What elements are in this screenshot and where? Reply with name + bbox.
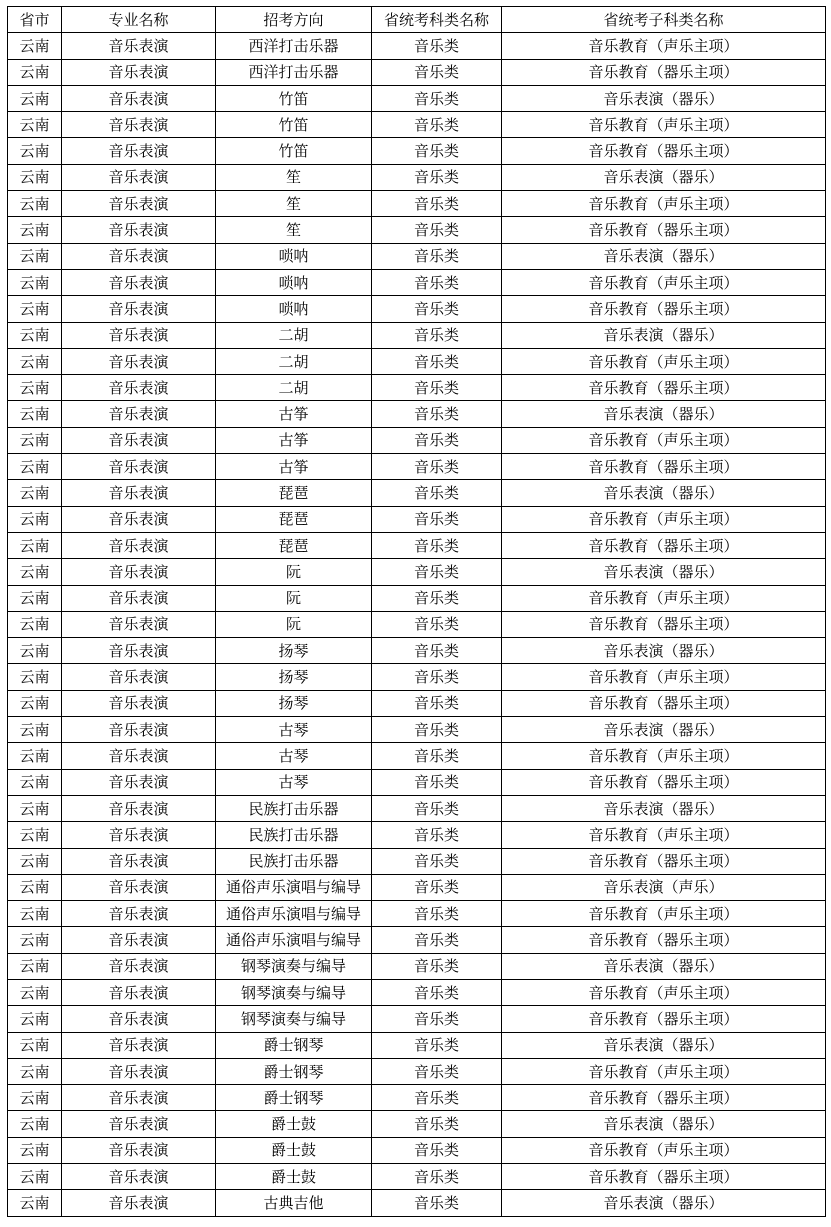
cell-major-name: 音乐表演	[62, 1085, 216, 1111]
table-row	[8, 822, 826, 848]
table-row	[8, 401, 826, 427]
cell-province: 云南	[8, 348, 62, 374]
cell-direction: 古琴	[216, 743, 372, 769]
header-direction: 招考方向	[216, 7, 372, 33]
table-row	[8, 1085, 826, 1111]
cell-exam-category: 音乐类	[372, 532, 502, 558]
cell-exam-subcategory: 音乐表演（器乐）	[502, 795, 826, 821]
table-body	[8, 33, 826, 1216]
cell-exam-subcategory: 音乐表演（器乐）	[502, 1190, 826, 1216]
table-row	[8, 532, 826, 558]
cell-exam-category: 音乐类	[372, 1137, 502, 1163]
cell-direction: 竹笛	[216, 112, 372, 138]
cell-major-name: 音乐表演	[62, 743, 216, 769]
cell-direction: 二胡	[216, 322, 372, 348]
cell-exam-category: 音乐类	[372, 1111, 502, 1137]
cell-major-name: 音乐表演	[62, 585, 216, 611]
table-row	[8, 848, 826, 874]
cell-major-name: 音乐表演	[62, 664, 216, 690]
cell-exam-category: 音乐类	[372, 85, 502, 111]
cell-exam-category: 音乐类	[372, 717, 502, 743]
table-row	[8, 269, 826, 295]
cell-province: 云南	[8, 585, 62, 611]
cell-exam-category: 音乐类	[372, 927, 502, 953]
table-row	[8, 795, 826, 821]
table-row	[8, 112, 826, 138]
cell-direction: 阮	[216, 585, 372, 611]
table-row	[8, 243, 826, 269]
cell-major-name: 音乐表演	[62, 480, 216, 506]
cell-exam-subcategory: 音乐教育（声乐主项）	[502, 427, 826, 453]
cell-province: 云南	[8, 33, 62, 59]
cell-exam-category: 音乐类	[372, 874, 502, 900]
cell-exam-category: 音乐类	[372, 795, 502, 821]
cell-exam-category: 音乐类	[372, 1190, 502, 1216]
cell-direction: 爵士鼓	[216, 1111, 372, 1137]
table-row	[8, 585, 826, 611]
cell-direction: 古筝	[216, 454, 372, 480]
cell-major-name: 音乐表演	[62, 822, 216, 848]
table-row	[8, 454, 826, 480]
cell-exam-subcategory: 音乐表演（器乐）	[502, 1032, 826, 1058]
cell-exam-subcategory: 音乐教育（器乐主项）	[502, 454, 826, 480]
cell-exam-subcategory: 音乐表演（器乐）	[502, 953, 826, 979]
cell-province: 云南	[8, 243, 62, 269]
table-row	[8, 769, 826, 795]
cell-exam-subcategory: 音乐教育（器乐主项）	[502, 296, 826, 322]
cell-exam-category: 音乐类	[372, 769, 502, 795]
cell-major-name: 音乐表演	[62, 33, 216, 59]
cell-province: 云南	[8, 480, 62, 506]
cell-exam-category: 音乐类	[372, 454, 502, 480]
cell-exam-category: 音乐类	[372, 1058, 502, 1084]
cell-exam-subcategory: 音乐教育（器乐主项）	[502, 1164, 826, 1190]
cell-direction: 爵士鼓	[216, 1137, 372, 1163]
cell-province: 云南	[8, 375, 62, 401]
admission-table	[7, 6, 826, 1217]
cell-exam-subcategory: 音乐教育（声乐主项）	[502, 743, 826, 769]
table-row	[8, 348, 826, 374]
cell-direction: 琵琶	[216, 480, 372, 506]
cell-direction: 古琴	[216, 769, 372, 795]
cell-province: 云南	[8, 322, 62, 348]
cell-exam-subcategory: 音乐教育（声乐主项）	[502, 979, 826, 1005]
cell-direction: 爵士钢琴	[216, 1058, 372, 1084]
table-row	[8, 33, 826, 59]
cell-province: 云南	[8, 927, 62, 953]
cell-major-name: 音乐表演	[62, 506, 216, 532]
cell-province: 云南	[8, 427, 62, 453]
cell-direction: 民族打击乐器	[216, 795, 372, 821]
cell-exam-subcategory: 音乐表演（器乐）	[502, 401, 826, 427]
cell-direction: 通俗声乐演唱与编导	[216, 927, 372, 953]
cell-province: 云南	[8, 454, 62, 480]
cell-major-name: 音乐表演	[62, 1137, 216, 1163]
table-row	[8, 59, 826, 85]
cell-major-name: 音乐表演	[62, 243, 216, 269]
cell-exam-category: 音乐类	[372, 848, 502, 874]
cell-exam-category: 音乐类	[372, 138, 502, 164]
cell-direction: 琵琶	[216, 532, 372, 558]
cell-exam-subcategory: 音乐表演（器乐）	[502, 1111, 826, 1137]
table-row	[8, 1164, 826, 1190]
cell-direction: 琵琶	[216, 506, 372, 532]
cell-exam-subcategory: 音乐教育（器乐主项）	[502, 848, 826, 874]
cell-direction: 古筝	[216, 401, 372, 427]
cell-direction: 民族打击乐器	[216, 822, 372, 848]
header-exam-category: 省统考科类名称	[372, 7, 502, 33]
cell-direction: 通俗声乐演唱与编导	[216, 901, 372, 927]
cell-province: 云南	[8, 296, 62, 322]
cell-exam-subcategory: 音乐教育（器乐主项）	[502, 217, 826, 243]
cell-major-name: 音乐表演	[62, 348, 216, 374]
cell-exam-category: 音乐类	[372, 480, 502, 506]
cell-exam-category: 音乐类	[372, 217, 502, 243]
cell-direction: 西洋打击乐器	[216, 59, 372, 85]
cell-exam-subcategory: 音乐表演（器乐）	[502, 638, 826, 664]
cell-major-name: 音乐表演	[62, 454, 216, 480]
cell-exam-category: 音乐类	[372, 1006, 502, 1032]
cell-exam-category: 音乐类	[372, 585, 502, 611]
table-row	[8, 1058, 826, 1084]
cell-province: 云南	[8, 269, 62, 295]
cell-exam-category: 音乐类	[372, 164, 502, 190]
cell-province: 云南	[8, 138, 62, 164]
cell-province: 云南	[8, 1085, 62, 1111]
table-row	[8, 1032, 826, 1058]
cell-exam-category: 音乐类	[372, 664, 502, 690]
cell-province: 云南	[8, 164, 62, 190]
cell-province: 云南	[8, 85, 62, 111]
table-row	[8, 979, 826, 1005]
cell-major-name: 音乐表演	[62, 1190, 216, 1216]
cell-major-name: 音乐表演	[62, 191, 216, 217]
cell-major-name: 音乐表演	[62, 874, 216, 900]
table-row	[8, 164, 826, 190]
cell-direction: 古典吉他	[216, 1190, 372, 1216]
cell-exam-subcategory: 音乐表演（器乐）	[502, 243, 826, 269]
cell-exam-subcategory: 音乐教育（器乐主项）	[502, 532, 826, 558]
cell-exam-subcategory: 音乐教育（器乐主项）	[502, 769, 826, 795]
table-row	[8, 901, 826, 927]
cell-exam-subcategory: 音乐表演（声乐）	[502, 874, 826, 900]
cell-exam-category: 音乐类	[372, 506, 502, 532]
cell-major-name: 音乐表演	[62, 717, 216, 743]
cell-major-name: 音乐表演	[62, 1006, 216, 1032]
cell-exam-category: 音乐类	[372, 638, 502, 664]
cell-major-name: 音乐表演	[62, 559, 216, 585]
cell-major-name: 音乐表演	[62, 217, 216, 243]
cell-exam-category: 音乐类	[372, 59, 502, 85]
cell-major-name: 音乐表演	[62, 901, 216, 927]
table-row	[8, 743, 826, 769]
cell-exam-category: 音乐类	[372, 1032, 502, 1058]
cell-exam-category: 音乐类	[372, 822, 502, 848]
cell-direction: 笙	[216, 164, 372, 190]
cell-direction: 竹笛	[216, 138, 372, 164]
cell-major-name: 音乐表演	[62, 296, 216, 322]
cell-province: 云南	[8, 1164, 62, 1190]
cell-exam-subcategory: 音乐表演（器乐）	[502, 85, 826, 111]
cell-major-name: 音乐表演	[62, 85, 216, 111]
header-province: 省市	[8, 7, 62, 33]
cell-exam-category: 音乐类	[372, 348, 502, 374]
cell-province: 云南	[8, 874, 62, 900]
cell-direction: 钢琴演奏与编导	[216, 979, 372, 1005]
cell-direction: 爵士鼓	[216, 1164, 372, 1190]
cell-exam-subcategory: 音乐教育（声乐主项）	[502, 1137, 826, 1163]
cell-province: 云南	[8, 506, 62, 532]
cell-direction: 古筝	[216, 427, 372, 453]
cell-direction: 二胡	[216, 348, 372, 374]
cell-major-name: 音乐表演	[62, 427, 216, 453]
cell-exam-subcategory: 音乐教育（器乐主项）	[502, 375, 826, 401]
cell-direction: 钢琴演奏与编导	[216, 953, 372, 979]
table-row	[8, 191, 826, 217]
cell-province: 云南	[8, 848, 62, 874]
cell-exam-subcategory: 音乐教育（器乐主项）	[502, 927, 826, 953]
cell-major-name: 音乐表演	[62, 638, 216, 664]
cell-exam-subcategory: 音乐表演（器乐）	[502, 480, 826, 506]
table-row	[8, 717, 826, 743]
table-row	[8, 217, 826, 243]
cell-major-name: 音乐表演	[62, 848, 216, 874]
cell-direction: 笙	[216, 191, 372, 217]
cell-exam-subcategory: 音乐表演（器乐）	[502, 322, 826, 348]
cell-direction: 西洋打击乐器	[216, 33, 372, 59]
cell-exam-subcategory: 音乐教育（声乐主项）	[502, 822, 826, 848]
table-row	[8, 611, 826, 637]
cell-major-name: 音乐表演	[62, 375, 216, 401]
cell-province: 云南	[8, 59, 62, 85]
table-row	[8, 375, 826, 401]
cell-province: 云南	[8, 1032, 62, 1058]
cell-province: 云南	[8, 664, 62, 690]
cell-exam-subcategory: 音乐教育（声乐主项）	[502, 664, 826, 690]
table-row	[8, 1190, 826, 1216]
cell-direction: 竹笛	[216, 85, 372, 111]
cell-direction: 笙	[216, 217, 372, 243]
cell-major-name: 音乐表演	[62, 532, 216, 558]
cell-exam-category: 音乐类	[372, 979, 502, 1005]
cell-major-name: 音乐表演	[62, 1164, 216, 1190]
cell-direction: 钢琴演奏与编导	[216, 1006, 372, 1032]
cell-exam-category: 音乐类	[372, 953, 502, 979]
cell-direction: 阮	[216, 611, 372, 637]
cell-exam-category: 音乐类	[372, 901, 502, 927]
table-row	[8, 85, 826, 111]
cell-exam-subcategory: 音乐教育（器乐主项）	[502, 690, 826, 716]
cell-exam-category: 音乐类	[372, 269, 502, 295]
cell-exam-category: 音乐类	[372, 559, 502, 585]
cell-exam-subcategory: 音乐教育（器乐主项）	[502, 1085, 826, 1111]
cell-province: 云南	[8, 717, 62, 743]
cell-exam-subcategory: 音乐教育（声乐主项）	[502, 112, 826, 138]
cell-exam-category: 音乐类	[372, 1085, 502, 1111]
cell-major-name: 音乐表演	[62, 611, 216, 637]
cell-province: 云南	[8, 611, 62, 637]
cell-exam-subcategory: 音乐教育（器乐主项）	[502, 138, 826, 164]
cell-exam-subcategory: 音乐教育（声乐主项）	[502, 348, 826, 374]
cell-major-name: 音乐表演	[62, 59, 216, 85]
header-row	[8, 7, 826, 33]
cell-major-name: 音乐表演	[62, 112, 216, 138]
cell-exam-subcategory: 音乐教育（器乐主项）	[502, 1006, 826, 1032]
cell-exam-subcategory: 音乐教育（器乐主项）	[502, 611, 826, 637]
cell-province: 云南	[8, 401, 62, 427]
cell-major-name: 音乐表演	[62, 927, 216, 953]
cell-major-name: 音乐表演	[62, 138, 216, 164]
cell-exam-subcategory: 音乐教育（声乐主项）	[502, 585, 826, 611]
cell-province: 云南	[8, 1058, 62, 1084]
cell-direction: 扬琴	[216, 690, 372, 716]
cell-direction: 爵士钢琴	[216, 1085, 372, 1111]
table-row	[8, 138, 826, 164]
table-row	[8, 1006, 826, 1032]
cell-province: 云南	[8, 1006, 62, 1032]
cell-province: 云南	[8, 1190, 62, 1216]
cell-direction: 二胡	[216, 375, 372, 401]
cell-province: 云南	[8, 191, 62, 217]
table-row	[8, 1111, 826, 1137]
cell-major-name: 音乐表演	[62, 953, 216, 979]
cell-major-name: 音乐表演	[62, 1032, 216, 1058]
cell-major-name: 音乐表演	[62, 322, 216, 348]
table-row	[8, 427, 826, 453]
cell-direction: 唢呐	[216, 243, 372, 269]
cell-province: 云南	[8, 769, 62, 795]
table-row	[8, 953, 826, 979]
cell-exam-category: 音乐类	[372, 375, 502, 401]
table-row	[8, 927, 826, 953]
cell-direction: 民族打击乐器	[216, 848, 372, 874]
cell-province: 云南	[8, 743, 62, 769]
cell-province: 云南	[8, 112, 62, 138]
cell-exam-category: 音乐类	[372, 1164, 502, 1190]
cell-direction: 通俗声乐演唱与编导	[216, 874, 372, 900]
cell-direction: 爵士钢琴	[216, 1032, 372, 1058]
cell-exam-category: 音乐类	[372, 611, 502, 637]
cell-exam-subcategory: 音乐教育（声乐主项）	[502, 191, 826, 217]
cell-exam-category: 音乐类	[372, 191, 502, 217]
cell-exam-subcategory: 音乐教育（声乐主项）	[502, 506, 826, 532]
cell-major-name: 音乐表演	[62, 1111, 216, 1137]
cell-direction: 阮	[216, 559, 372, 585]
cell-exam-category: 音乐类	[372, 112, 502, 138]
cell-exam-subcategory: 音乐教育（器乐主项）	[502, 59, 826, 85]
cell-exam-subcategory: 音乐教育（声乐主项）	[502, 33, 826, 59]
table-row	[8, 296, 826, 322]
cell-exam-category: 音乐类	[372, 743, 502, 769]
cell-major-name: 音乐表演	[62, 769, 216, 795]
cell-exam-category: 音乐类	[372, 401, 502, 427]
table-row	[8, 559, 826, 585]
cell-major-name: 音乐表演	[62, 795, 216, 821]
cell-exam-category: 音乐类	[372, 243, 502, 269]
cell-province: 云南	[8, 1111, 62, 1137]
cell-exam-subcategory: 音乐表演（器乐）	[502, 717, 826, 743]
cell-major-name: 音乐表演	[62, 164, 216, 190]
table-row	[8, 506, 826, 532]
cell-exam-category: 音乐类	[372, 322, 502, 348]
cell-major-name: 音乐表演	[62, 1058, 216, 1084]
cell-exam-subcategory: 音乐表演（器乐）	[502, 559, 826, 585]
cell-direction: 扬琴	[216, 664, 372, 690]
header-major-name: 专业名称	[62, 7, 216, 33]
cell-province: 云南	[8, 559, 62, 585]
cell-exam-category: 音乐类	[372, 296, 502, 322]
cell-province: 云南	[8, 822, 62, 848]
cell-province: 云南	[8, 532, 62, 558]
cell-major-name: 音乐表演	[62, 401, 216, 427]
table-row	[8, 690, 826, 716]
cell-exam-subcategory: 音乐教育（声乐主项）	[502, 901, 826, 927]
cell-direction: 唢呐	[216, 269, 372, 295]
cell-major-name: 音乐表演	[62, 979, 216, 1005]
cell-province: 云南	[8, 217, 62, 243]
cell-direction: 古琴	[216, 717, 372, 743]
cell-major-name: 音乐表演	[62, 269, 216, 295]
cell-exam-category: 音乐类	[372, 33, 502, 59]
cell-province: 云南	[8, 795, 62, 821]
cell-province: 云南	[8, 1137, 62, 1163]
cell-direction: 唢呐	[216, 296, 372, 322]
table-row	[8, 322, 826, 348]
cell-province: 云南	[8, 953, 62, 979]
cell-direction: 扬琴	[216, 638, 372, 664]
header-exam-subcategory: 省统考子科类名称	[502, 7, 826, 33]
table-row	[8, 638, 826, 664]
cell-province: 云南	[8, 690, 62, 716]
cell-exam-subcategory: 音乐表演（器乐）	[502, 164, 826, 190]
cell-province: 云南	[8, 638, 62, 664]
table-row	[8, 480, 826, 506]
cell-exam-category: 音乐类	[372, 427, 502, 453]
table-row	[8, 1137, 826, 1163]
cell-exam-category: 音乐类	[372, 690, 502, 716]
cell-exam-subcategory: 音乐教育（声乐主项）	[502, 1058, 826, 1084]
cell-exam-subcategory: 音乐教育（声乐主项）	[502, 269, 826, 295]
cell-province: 云南	[8, 979, 62, 1005]
table-row	[8, 664, 826, 690]
cell-province: 云南	[8, 901, 62, 927]
table-row	[8, 874, 826, 900]
cell-major-name: 音乐表演	[62, 690, 216, 716]
